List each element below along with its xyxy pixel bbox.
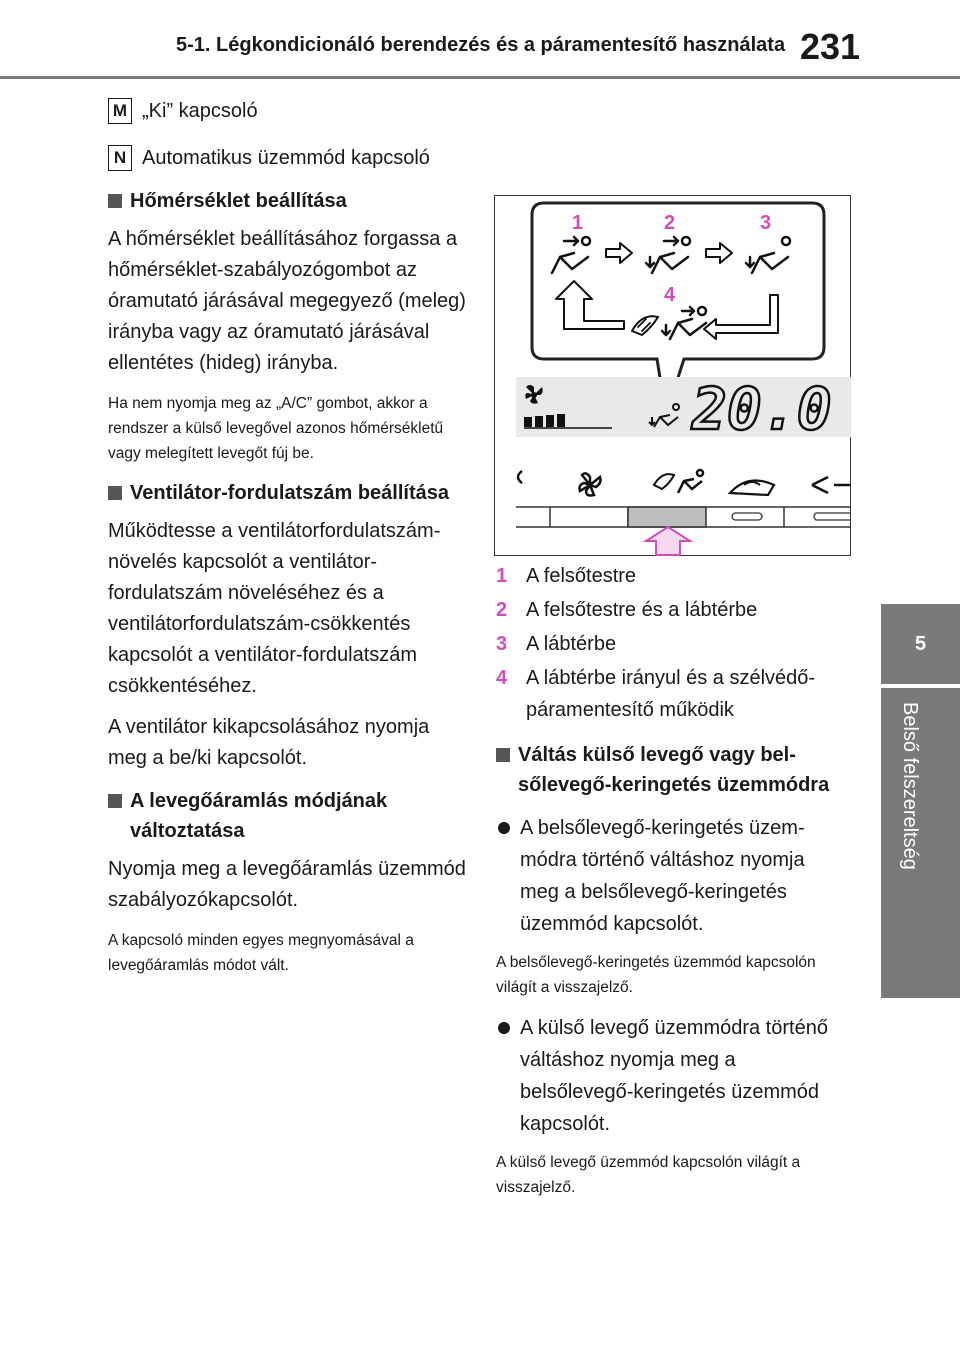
recirculation-note: A belsőlevegő-keringetés üzemmód kapcsolón világít a visszajelző. [496,954,816,996]
fan-body: Működtesse a ventilátorfordulatszám-növelés kapcsolót a ventilátor-fordulatszám növeléséhez és a ventilátorfordulatszám-csökkentés kapcsolót a ventilátor-fordulatszám csökkentéséhez. [108,520,441,697]
mode-text: A felsőtestre [526,565,637,587]
mode-text: A felsőtestre és a lábtérbe [526,599,758,621]
key-text: „Ki” kapcsoló [142,99,258,122]
bullet-dot-icon [498,1022,510,1034]
header-divider [0,76,960,79]
mode-text: A lábtérbe [526,633,617,655]
heading-text: Hőmérséklet beállítása [130,190,347,212]
square-bullet-icon [108,794,122,808]
key-text: Automatikus üzemmód kapcsoló [142,146,430,169]
mode-list-item [496,560,846,592]
airflow-note: A kapcsoló minden egyes megnyomásával a levegőáramlás módot vált. [108,932,414,974]
page-header-title: 5-1. Légkondicionáló berendezés és a páramentesítő használata [176,34,786,56]
fan-off-body: A ventilátor kikapcsolásához nyomja meg a be/ki kapcsolót. [108,716,430,769]
bullet-item [496,812,846,940]
outside-air-note: A külső levegő üzemmód kapcsolón világít a visszajelző. [496,1154,801,1196]
temperature-readout: 20.0 [692,375,832,443]
square-bullet-icon [108,486,122,500]
heading-text: A levegőáramlás módjának változtatása [130,790,388,842]
temperature-note: Ha nem nyomja meg az „A/C” gombot, akkor a rendszer a külső levegővel azonos hőmérsékletű vagy melegített levegőt fúj be. [108,395,444,462]
chapter-title: Belső felszereltség [899,702,921,870]
mode-label-3: 3 [760,212,772,234]
chapter-number-tab [881,604,960,684]
airflow-mode-figure [494,195,851,556]
chapter-title-tab [881,688,960,998]
mode-list-item [496,662,846,726]
climate-panel-illustration [494,195,851,556]
key-item-m [108,98,258,124]
section-heading-fan [108,478,466,508]
bullet-item [496,1012,846,1140]
bullet-text: A belsőlevegő-keringetés üzemmódra történő váltáshoz nyomja meg a belsőlevegő-keringetés üzemmód kapcsolót. [520,817,805,935]
left-column [108,186,466,978]
page-number: 231 [800,26,861,67]
mode-label-4: 4 [664,284,676,306]
mode-list-item [496,594,846,626]
airflow-body: Nyomja meg a levegőáramlás üzemmód szabályozókapcsolót. [108,858,466,911]
bullet-dot-icon [498,822,510,834]
mode-label-2: 2 [664,212,676,234]
key-letter-box: M [108,98,132,124]
square-bullet-icon [108,194,122,208]
mode-text: A lábtérbe irányul és a szélvédő-páramentesítő működik [526,667,816,721]
section-heading-recirculation [496,740,846,800]
heading-text: Ventilátor-fordulatszám beállítása [130,482,449,504]
section-heading-temperature [108,186,466,216]
bullet-text: A külső levegő üzemmódra történő váltáshoz nyomja meg a belsőlevegő-keringetés üzemmód kapcsolót. [520,1017,828,1135]
mode-label-1: 1 [572,212,584,234]
chapter-number: 5 [914,632,927,655]
key-item-n [108,145,430,171]
square-bullet-icon [496,748,510,762]
mode-number: 4 [496,667,508,689]
mode-list-item [496,628,846,660]
key-letter-box: N [108,145,132,171]
mode-number: 1 [496,565,508,587]
temperature-body: A hőmérséklet beállításához forgassa a hőmérséklet-szabályozógombot az óramutató járásával megegyező (meleg) irányba vagy az óramutató járásával ellentétes (hideg) irányba. [108,228,466,374]
airflow-mode-button-highlight [628,507,706,527]
section-heading-airflow [108,786,466,846]
right-column [496,560,846,1200]
mode-number: 2 [496,599,508,621]
heading-text: Váltás külső levegő vagy belsőlevegő-keringetés üzemmódra [518,744,830,796]
mode-number: 3 [496,633,508,655]
